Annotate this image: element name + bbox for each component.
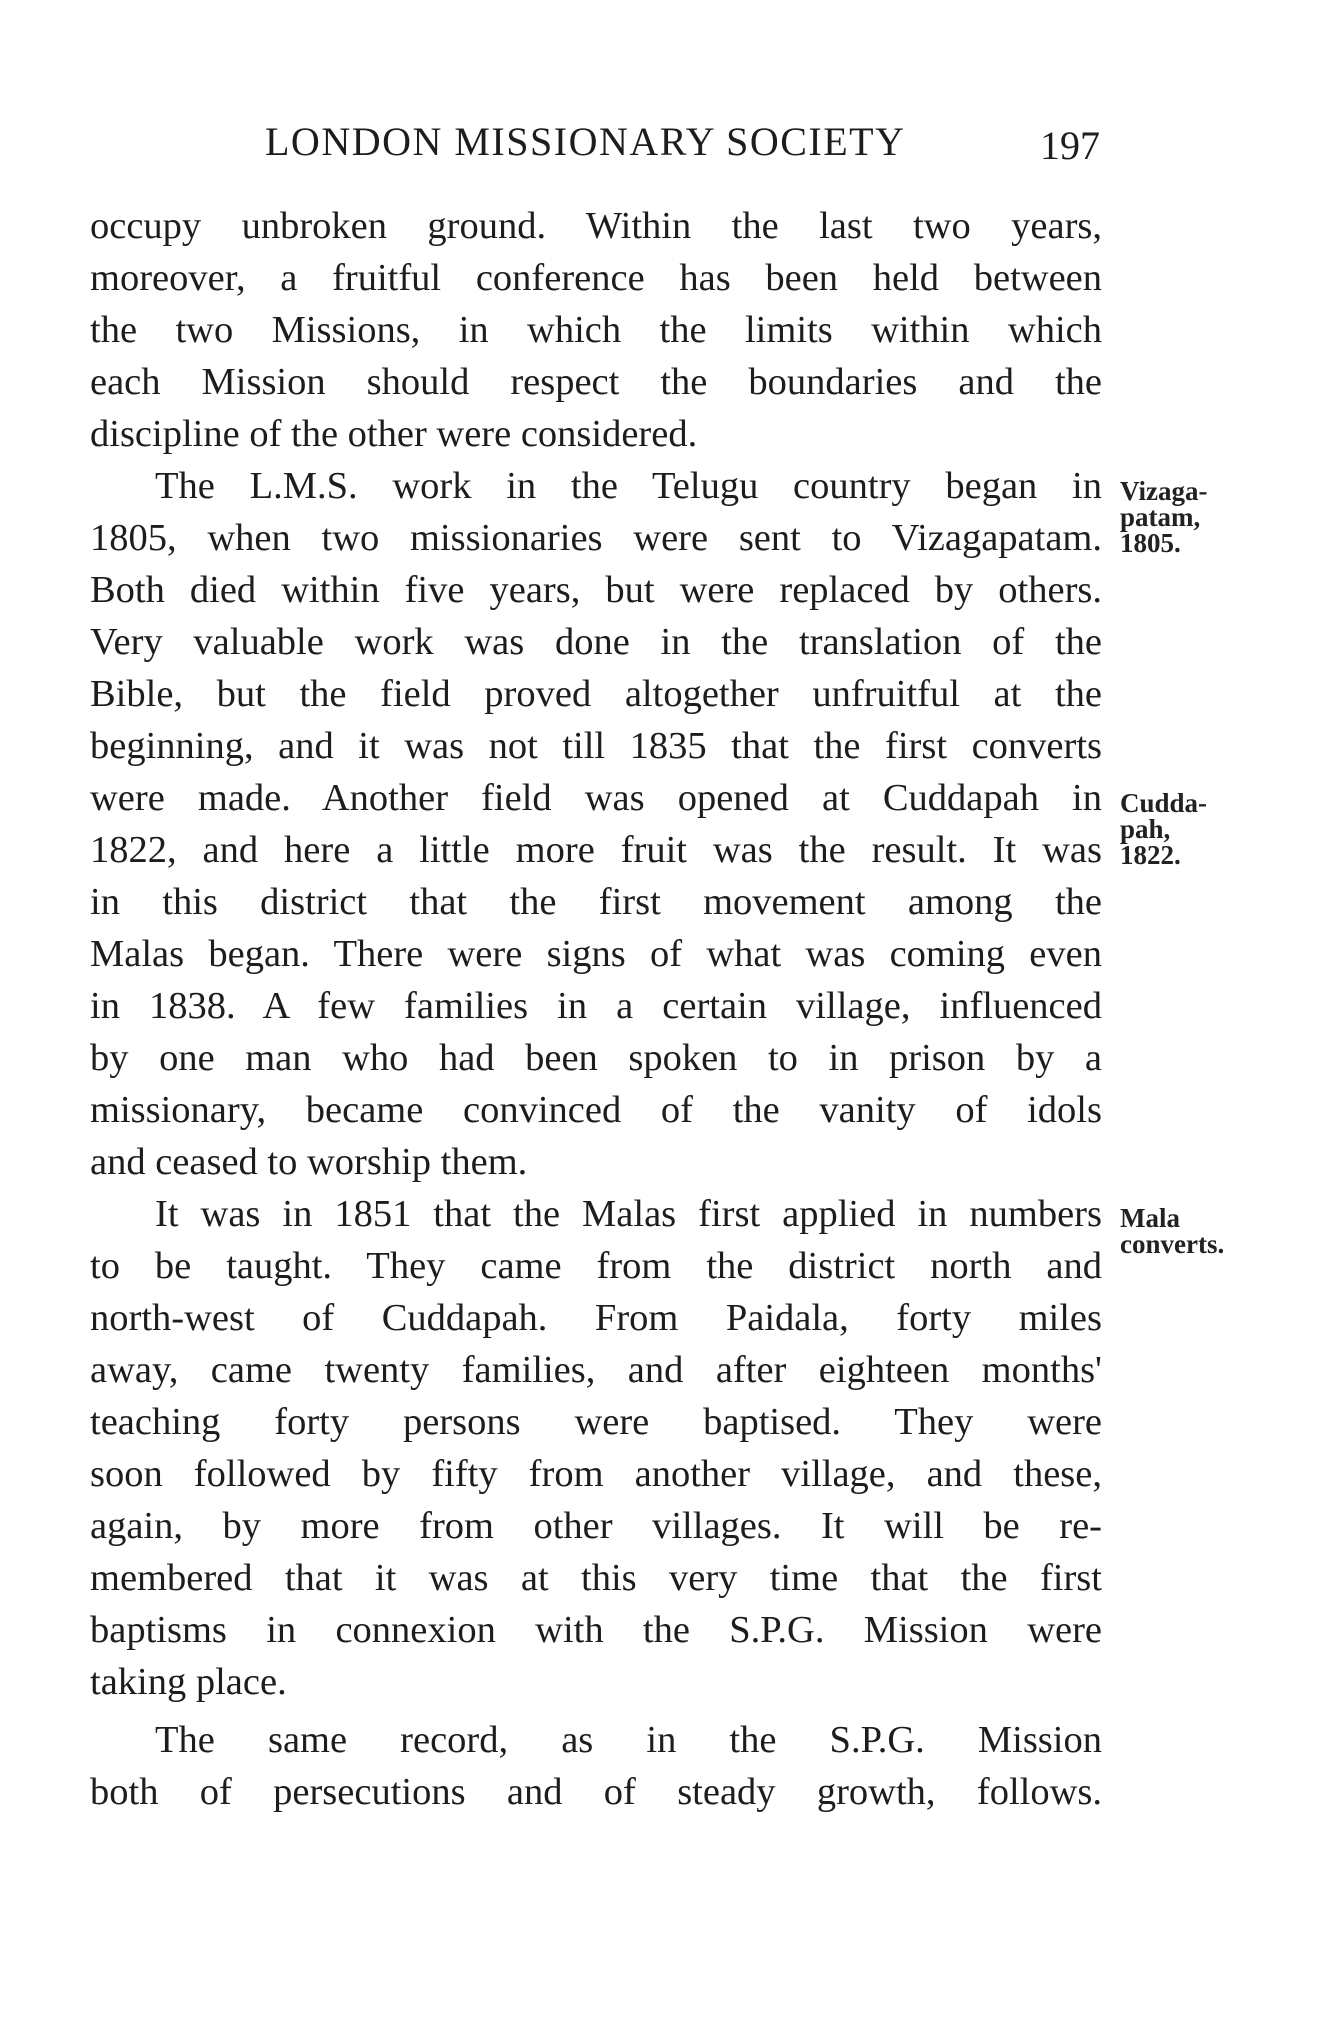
margin-note-line: pah, — [1120, 814, 1171, 844]
text-line: taking place. — [90, 1661, 287, 1703]
text-line: moreover, a fruitful conference has been held between — [90, 257, 1102, 299]
margin-note-line: Cudda- — [1120, 788, 1208, 818]
page-number: 197 — [1040, 123, 1100, 168]
text-line: north-west of Cuddapah. From Paidala, forty miles — [90, 1297, 1102, 1339]
margin-note-cuddapah — [1120, 790, 1207, 868]
text-line: by one man who had been spoken to in prison by a — [90, 1037, 1102, 1079]
text-line: membered that it was at this very time that the first — [90, 1557, 1102, 1599]
text-line: and ceased to worship them. — [90, 1141, 528, 1183]
text-line: 1822, and here a little more fruit was the result. It was — [90, 829, 1102, 871]
text-line: both of persecutions and of steady growth, follows. — [90, 1771, 1102, 1813]
margin-note-line: patam, — [1120, 502, 1201, 532]
text-line: in 1838. A few families in a certain village, influenced — [90, 985, 1102, 1027]
text-line: away, came twenty families, and after eighteen months' — [90, 1349, 1102, 1391]
text-line: soon followed by fifty from another village, and these, — [90, 1453, 1102, 1495]
margin-note-mala-converts — [1120, 1205, 1224, 1257]
text-line: discipline of the other were considered. — [90, 413, 698, 455]
text-line: It was in 1851 that the Malas first applied in numbers — [155, 1193, 1102, 1235]
text-line: baptisms in connexion with the S.P.G. Mission were — [90, 1609, 1102, 1651]
margin-note-line: converts. — [1120, 1229, 1225, 1259]
text-line: were made. Another field was opened at Cuddapah in — [90, 777, 1102, 819]
text-line: the two Missions, in which the limits within which — [90, 309, 1102, 351]
margin-note-line: 1822. — [1120, 840, 1181, 870]
margin-note-line: Vizaga- — [1120, 476, 1208, 506]
text-line: Malas began. There were signs of what was coming even — [90, 933, 1102, 975]
running-head — [90, 118, 1100, 168]
text-line: The same record, as in the S.P.G. Mission — [155, 1719, 1102, 1761]
margin-note-vizagapatam — [1120, 478, 1207, 556]
text-line: Both died within five years, but were replaced by others. — [90, 569, 1102, 611]
text-line: in this district that the first movement among the — [90, 881, 1102, 923]
body-text — [90, 200, 1102, 1818]
text-line: again, by more from other villages. It will be re- — [90, 1505, 1102, 1547]
running-title: LONDON MISSIONARY SOCIETY — [265, 119, 906, 164]
text-line: Bible, but the field proved altogether unfruitful at the — [90, 673, 1102, 715]
text-line: each Mission should respect the boundaries and the — [90, 361, 1102, 403]
text-line: Very valuable work was done in the translation of the — [90, 621, 1102, 663]
text-line: beginning, and it was not till 1835 that the first converts — [90, 725, 1102, 767]
text-line: teaching forty persons were baptised. They were — [90, 1401, 1102, 1443]
margin-note-line: Mala — [1120, 1203, 1180, 1233]
text-line: 1805, when two missionaries were sent to Vizagapatam. — [90, 517, 1102, 559]
text-line: occupy unbroken ground. Within the last two years, — [90, 205, 1102, 247]
margin-note-line: 1805. — [1120, 528, 1181, 558]
text-line: to be taught. They came from the district north and — [90, 1245, 1102, 1287]
text-line: missionary, became convinced of the vanity of idols — [90, 1089, 1102, 1131]
text-line: The L.M.S. work in the Telugu country began in — [155, 465, 1102, 507]
